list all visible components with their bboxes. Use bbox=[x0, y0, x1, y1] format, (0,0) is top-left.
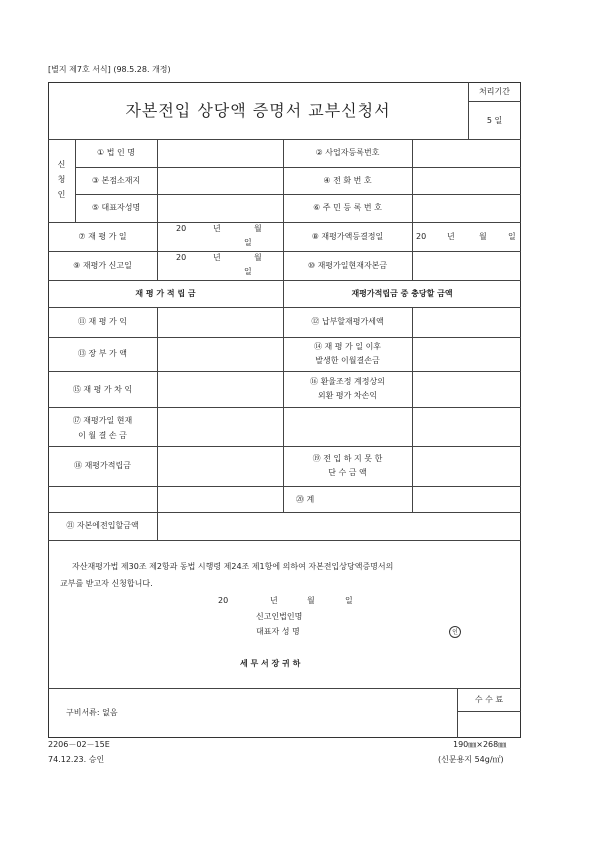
section-reval-reserve: 재 평 가 적 립 금 bbox=[135, 289, 196, 298]
approval-date: 74.12.23. 승인 bbox=[48, 755, 105, 764]
paper-size: 190㎜×268㎜ bbox=[453, 740, 507, 749]
reval-capital-label: ⑩ 재평가일현재자본금 bbox=[307, 261, 388, 270]
sign-day-unit: 일 bbox=[345, 596, 353, 605]
reval-decision-year: 20 bbox=[416, 232, 427, 241]
reval-reserve-label: ⑱ 재평가적립금 bbox=[74, 461, 131, 470]
processing-period-label: 처리기간 bbox=[479, 87, 510, 96]
applicant-label-1: 신 bbox=[57, 160, 66, 169]
post-reval-loss-label-2: 발생한 이월결손금 bbox=[315, 356, 380, 365]
fx-adjust-label-1: ⑯ 환율조정 계정상의 bbox=[310, 377, 385, 386]
fraction-amount-label-2: 단 수 금 액 bbox=[328, 468, 367, 477]
reval-report-year-unit: 년 bbox=[213, 253, 221, 262]
loss-carryover-label-2: 이 월 결 손 금 bbox=[78, 431, 127, 440]
rep-name-label: ⑤ 대표자성명 bbox=[91, 203, 141, 212]
corp-name-label: ① 법 인 명 bbox=[97, 148, 135, 157]
reval-diff-label: ⑮ 재 평 가 차 익 bbox=[72, 385, 133, 394]
addressee: 세 무 서 장 귀 하 bbox=[240, 659, 301, 668]
reval-report-day-unit: 일 bbox=[244, 267, 252, 276]
form-number: [별지 제7호 서식] (98.5.28. 개정) bbox=[48, 65, 171, 74]
reval-gain-label: ⑪ 재 평 가 익 bbox=[77, 317, 128, 326]
capital-transfer-label: ㉑ 자본에전입할금액 bbox=[66, 521, 139, 530]
attachments: 구비서류: 없음 bbox=[66, 708, 118, 717]
post-reval-loss-label-1: ⑭ 재 평 가 일 이후 bbox=[313, 342, 382, 351]
reval-report-year: 20 bbox=[176, 253, 187, 262]
reval-date-day-unit: 일 bbox=[244, 238, 252, 247]
section-reserve-allocation: 재평가적립금 중 충당할 금액 bbox=[351, 289, 453, 298]
statement-line-2: 교부를 받고자 신청합니다. bbox=[60, 579, 153, 588]
applicant-label-3: 인 bbox=[57, 190, 66, 199]
loss-carryover-label-1: ⑰ 재평가일 현재 bbox=[72, 416, 133, 425]
reval-decision-year-unit: 년 bbox=[447, 232, 455, 241]
reval-tax-label: ⑫ 납부할재평가세액 bbox=[311, 317, 384, 326]
biz-reg-no-label: ② 사업자등록번호 bbox=[315, 148, 380, 157]
head-office-label: ③ 본점소재지 bbox=[91, 176, 141, 185]
sign-year-unit: 년 bbox=[270, 596, 278, 605]
reval-report-date-label: ⑨ 재평가 신고일 bbox=[73, 261, 132, 270]
resident-no-label: ⑥ 주 민 등 록 번 호 bbox=[313, 203, 382, 212]
processing-period-value: 5 일 bbox=[486, 116, 503, 125]
applicant-label-2: 청 bbox=[57, 175, 66, 184]
total-label: ⑳ 계 bbox=[296, 495, 315, 504]
form-title: 자본전입 상당액 증명서 교부신청서 bbox=[125, 101, 391, 120]
sign-applicant: 신고인법인명 bbox=[256, 612, 303, 621]
reval-decision-date-label: ⑧ 재평가액등결정일 bbox=[311, 232, 384, 241]
paper-type: (신문용지 54g/㎡) bbox=[438, 755, 504, 764]
statement-line-1: 자산재평가법 제30조 제2항과 동법 시행령 제24조 제1항에 의하여 자본전입상당액증명서의 bbox=[72, 562, 394, 571]
sign-month-unit: 월 bbox=[307, 596, 315, 605]
fee-label: 수 수 료 bbox=[474, 695, 504, 704]
form-code: 2206－02－15E bbox=[48, 740, 110, 749]
fx-adjust-label-2: 외환 평가 차손익 bbox=[317, 391, 378, 400]
reval-date-label: ⑦ 재 평 가 일 bbox=[78, 232, 127, 241]
phone-label: ④ 전 화 번 호 bbox=[323, 176, 372, 185]
reval-report-month-unit: 월 bbox=[254, 253, 262, 262]
sign-year: 20 bbox=[218, 596, 229, 605]
reval-date-year-unit: 년 bbox=[213, 224, 221, 233]
book-value-label: ⑬ 장 부 가 액 bbox=[77, 349, 128, 358]
fraction-amount-label-1: ⑲ 전 입 하 지 못 한 bbox=[312, 454, 383, 463]
reval-date-month-unit: 월 bbox=[254, 224, 262, 233]
seal-mark: 인 bbox=[449, 626, 461, 638]
sign-representative: 대표자 성 명 bbox=[256, 627, 300, 636]
reval-date-year: 20 bbox=[176, 224, 187, 233]
reval-decision-day-unit: 일 bbox=[508, 232, 516, 241]
reval-decision-month-unit: 월 bbox=[479, 232, 487, 241]
